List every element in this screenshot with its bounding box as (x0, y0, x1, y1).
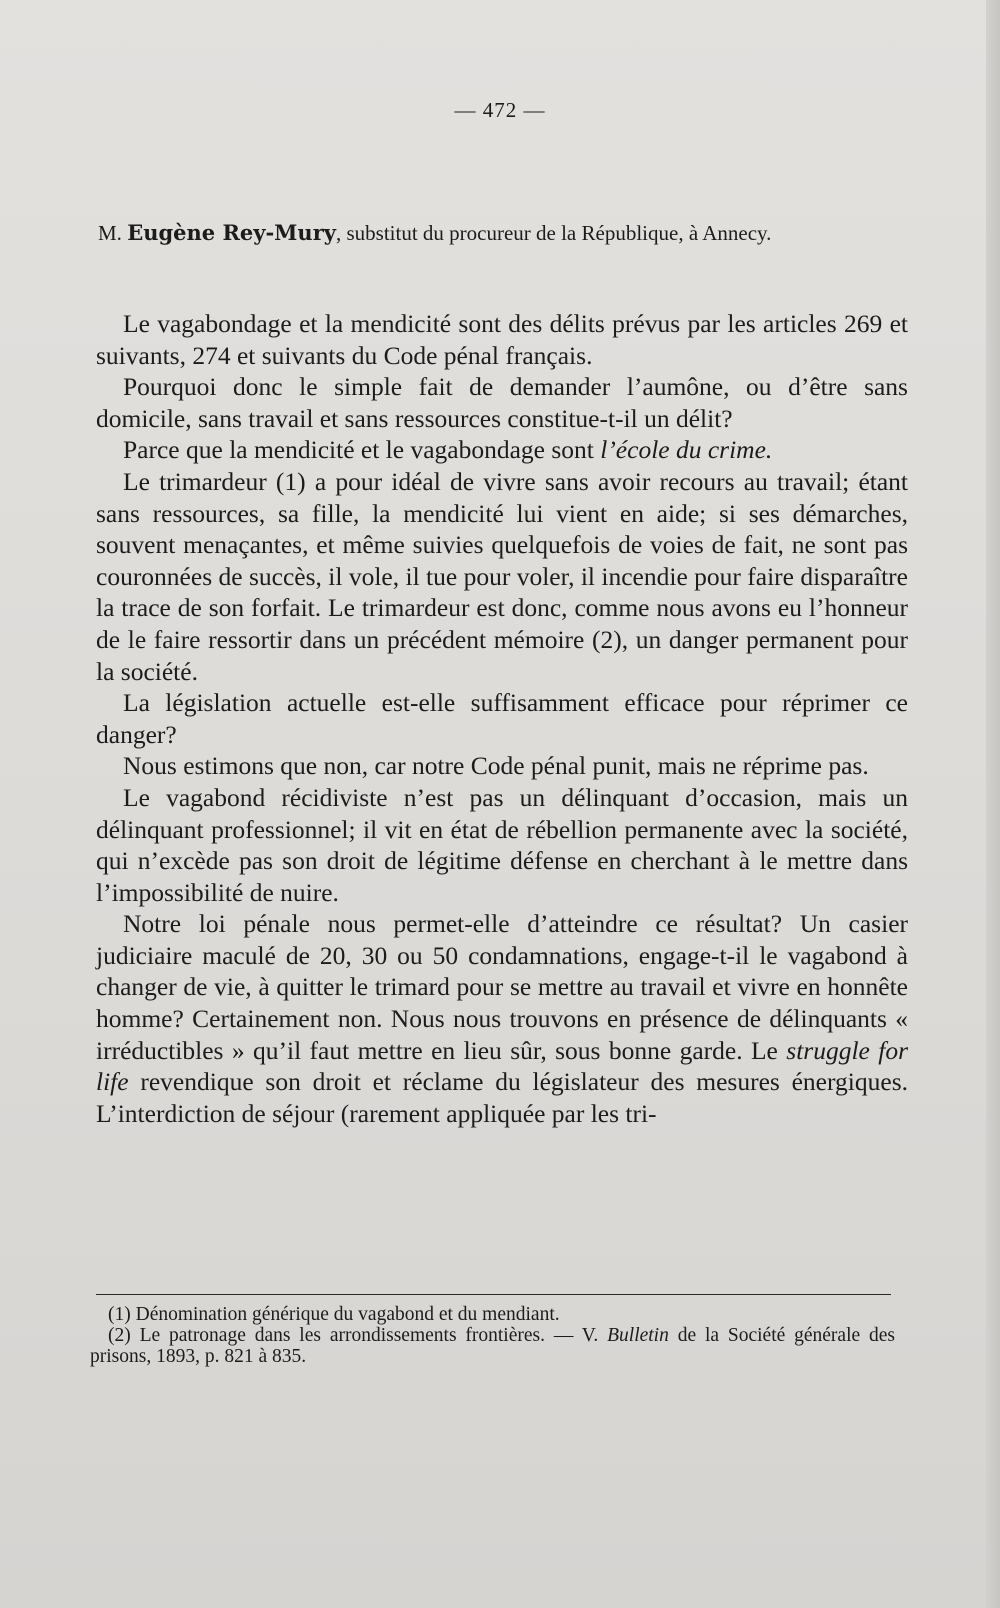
footnote: (1) Dénomination générique du vagabond et du mendiant. (108, 1304, 560, 1325)
paragraph-text: revendique son droit et réclame du législateur des mesures énergiques. L’interdiction de séjour (rarement appliquée par les tri- (96, 1067, 908, 1128)
author-prefix: M. (98, 221, 128, 245)
author-name: Eugène Rey-Mury (127, 220, 336, 245)
author-title: , substitut du procureur de la République, à Annecy. (335, 221, 772, 245)
paragraph: La législation actuelle est-elle suffisamment efficace pour réprimer ce danger? (96, 688, 908, 749)
paragraph-italic: l’école du crime. (600, 435, 773, 465)
paragraph: Le vagabondage et la mendicité sont des délits prévus par les articles 269 et suivants, 274 et suivants du Code pénal français. (96, 309, 908, 370)
page-number: — 472 — (454, 98, 546, 122)
paragraph-italic: struggle for life (96, 1035, 909, 1097)
paragraph-text: Parce que la mendicité et le vagabondage sont (123, 435, 601, 465)
paragraph: Pourquoi donc le simple fait de demander l’aumône, ou d’être sans domicile, sans travail et sans ressources constitue-t-il un délit? (96, 372, 908, 433)
footnote-text: de la Société générale des prisons, 1893, p. 821 à 835. (90, 1325, 895, 1367)
author-line (98, 220, 913, 246)
paragraph (96, 908, 908, 1129)
body-text (96, 308, 908, 1129)
page-edge (986, 0, 1000, 1608)
paragraph-text: Notre loi pénale nous permet-elle d’atteindre ce résultat? Un casier judiciaire maculé de 20, 30 ou 50 condamnations, engage-t-il le vagabond à changer de vie, à quitter le trimard pour se mettre au travail et vivre en honnête homme? Certainement non. Nous nous trouvons en présence de délinquants « irréductibles » qu’il faut mettre en lieu sûr, sous bonne garde. Le (96, 909, 908, 1065)
paragraph: Nous estimons que non, car notre Code pénal punit, mais ne réprime pas. (123, 751, 869, 781)
footnote-italic: Bulletin (607, 1325, 669, 1346)
footnote (90, 1325, 895, 1367)
paragraph: Le vagabond récidiviste n’est pas un délinquant d’occasion, mais un délinquant professionnel; il vit en état de rébellion permanente avec la société, qui n’excède pas son droit de légitime défense en cherchant à le mettre dans l’impossibilité de nuire. (96, 782, 908, 907)
footnotes (90, 1304, 895, 1367)
paragraph (96, 434, 908, 466)
paragraph: Le trimardeur (1) a pour idéal de vivre sans avoir recours au travail; étant sans ressources, sa fille, la mendicité lui vient en aide; si ses démarches, souvent menaçantes, et même suivies quelquefois de voies de fait, ne sont pas couronnées de succès, il vole, il tue pour voler, il incendie pour faire disparaître la trace de son forfait. Le trimardeur est donc, comme nous avons eu l’honneur de le faire ressortir dans un précédent mémoire (2), un danger permanent pour la société. (96, 466, 908, 686)
footnote-divider (96, 1294, 891, 1295)
footnote-text: (2) Le patronage dans les arrondissements frontières. — V. (108, 1325, 608, 1346)
